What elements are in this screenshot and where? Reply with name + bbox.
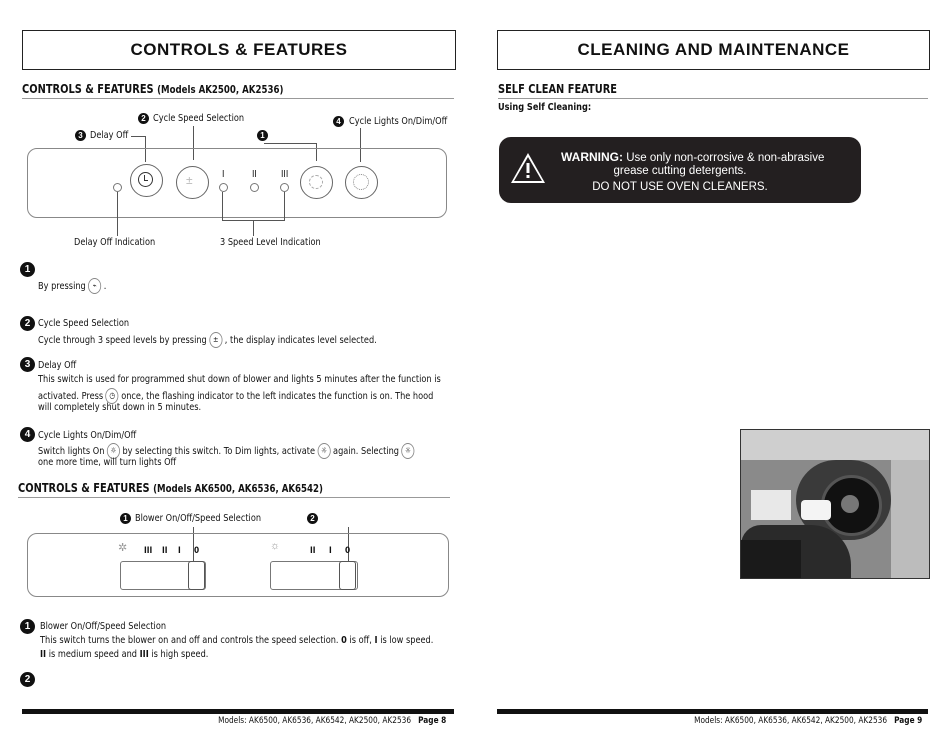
speed-mark-1: I: [222, 169, 225, 180]
fan-icon: [309, 175, 323, 189]
section1-heading: CONTROLS & FEATURES (Models AK2500, AK2536): [22, 82, 284, 96]
item-3-line3: will completely shut down in 5 minutes.: [38, 402, 202, 413]
leader-line: [264, 143, 316, 144]
fan-icon: ✲: [118, 542, 128, 554]
item-2-badge: 2: [20, 316, 35, 331]
light-bulb-icon: [353, 174, 369, 190]
light-button-icon: ☼: [401, 443, 414, 459]
warning-line3: DO NOT USE OVEN CLEANERS.: [592, 181, 768, 193]
leader-line: [284, 192, 285, 220]
left-footer-bar: [22, 709, 454, 714]
left-page-title-box: [22, 30, 456, 70]
right-page-title-box: [497, 30, 930, 70]
left-scale-2: II: [162, 546, 168, 556]
speed-3-led: [280, 183, 289, 192]
speed-level-indication-label: 3 Speed Level Indication: [220, 237, 321, 248]
item2-1-title: Blower On/Off/Speed Selection: [40, 621, 167, 632]
item-4-badge: 4: [20, 427, 35, 442]
item2-1-line2: II is medium speed and III is high speed.: [40, 649, 209, 660]
self-clean-heading: SELF CLEAN FEATURE: [498, 82, 618, 96]
self-clean-rule: [498, 98, 928, 99]
clock-icon-hand: [144, 180, 148, 181]
item-1-text: By pressing ⌁ .: [38, 278, 106, 294]
cleaning-photo: [740, 429, 930, 579]
speed-2-led: [250, 183, 259, 192]
callout-3-label: Delay Off: [90, 130, 129, 141]
control-panel-1: [27, 148, 447, 218]
callout-3-badge: 3: [75, 130, 86, 141]
light-slider-knob[interactable]: [339, 561, 356, 590]
item-2-text: Cycle through 3 speed levels by pressing ± , the display indicates level selected.: [38, 332, 377, 348]
right-page-title: CLEANING AND MAINTENANCE: [577, 40, 850, 59]
left-scale-1: I: [178, 546, 181, 556]
plus-minus-button-icon: ±: [209, 332, 222, 348]
blower-slider-knob[interactable]: [188, 561, 205, 590]
callout-2-label: Cycle Speed Selection: [153, 113, 245, 124]
item-3-title: Delay Off: [38, 360, 77, 371]
hood-panel: [891, 460, 929, 578]
item-3-line1: This switch is used for programmed shut down of blower and lights 5 minutes after the function is: [38, 374, 441, 385]
item-4-line2: one more time, will turn lights Off: [38, 457, 177, 468]
item-1-badge: 1: [20, 262, 35, 277]
fan-button-icon: ⌁: [88, 278, 101, 294]
delay-off-indicator-led: [113, 183, 122, 192]
item-4-line1: Switch lights On ☼ by selecting this switch. To Dim lights, activate ☼ again. Selecting ☼: [38, 443, 417, 459]
plus-minus-icon: ±: [186, 173, 193, 187]
warning-line2: grease cutting detergents.: [613, 165, 747, 177]
left-scale-0: 0: [194, 546, 200, 556]
callout-4-label: Cycle Lights On/Dim/Off: [349, 116, 448, 127]
right-footer: Models: AK6500, AK6536, AK6542, AK2500, AK2536 Page 9: [693, 716, 922, 726]
filter-label: [751, 490, 791, 520]
warning-line1: WARNING: Use only non-corrosive & non-abrasive: [561, 150, 825, 164]
blower-hub: [841, 495, 859, 513]
delay-off-indication-label: Delay Off Indication: [74, 237, 156, 248]
right-scale-2: II: [310, 546, 316, 556]
section1-rule: [22, 98, 454, 99]
sleeve: [741, 540, 801, 578]
item-4-title: Cycle Lights On/Dim/Off: [38, 430, 137, 441]
item2-1-badge: 1: [20, 619, 35, 634]
callout-1-label: Blower On/Off/Speed Selection: [135, 513, 262, 524]
callout-2-badge: 2: [307, 513, 318, 524]
clock-button-icon: ◷: [106, 388, 119, 404]
leader-line: [117, 192, 118, 236]
callout-4-badge: 4: [333, 116, 344, 127]
left-scale-3: III: [144, 546, 153, 556]
light-button-icon: ☼: [317, 443, 330, 459]
left-footer: Models: AK6500, AK6536, AK6542, AK2500, AK2536 Page 8: [217, 716, 446, 726]
self-clean-subheading: Using Self Cleaning:: [498, 102, 592, 113]
leader-line: [253, 220, 254, 236]
spray-bottle: [801, 500, 831, 520]
speed-mark-3: III: [281, 169, 289, 180]
item-3-badge: 3: [20, 357, 35, 372]
speed-1-led: [219, 183, 228, 192]
section2-heading: CONTROLS & FEATURES (Models AK6500, AK6536, AK6542): [18, 481, 323, 495]
callout-1-badge: 1: [257, 130, 268, 141]
speed-mark-2: II: [252, 169, 257, 180]
right-scale-0: 0: [345, 546, 351, 556]
warning-box: [499, 137, 861, 203]
section2-rule: [18, 497, 450, 498]
control-panel-2: [27, 533, 449, 597]
leader-line: [222, 192, 223, 220]
leader-line: [131, 136, 145, 137]
light-button-icon: ☼: [107, 443, 120, 459]
callout-1-badge: 1: [120, 513, 131, 524]
right-scale-1: I: [329, 546, 332, 556]
right-footer-bar: [497, 709, 928, 714]
item-3-line2: activated. Press ◷ once, the flashing indicator to the left indicates the function is on. The hood: [38, 388, 433, 404]
item-2-title: Cycle Speed Selection: [38, 318, 130, 329]
callout-2-badge: 2: [138, 113, 149, 124]
light-icon: ☼: [270, 540, 281, 552]
left-page-title: CONTROLS & FEATURES: [130, 40, 348, 59]
item2-1-line1: This switch turns the blower on and off and controls the speed selection. 0 is off, I is low speed.: [40, 635, 434, 646]
item2-2-badge: 2: [20, 672, 35, 687]
hood-surface: [741, 430, 929, 460]
